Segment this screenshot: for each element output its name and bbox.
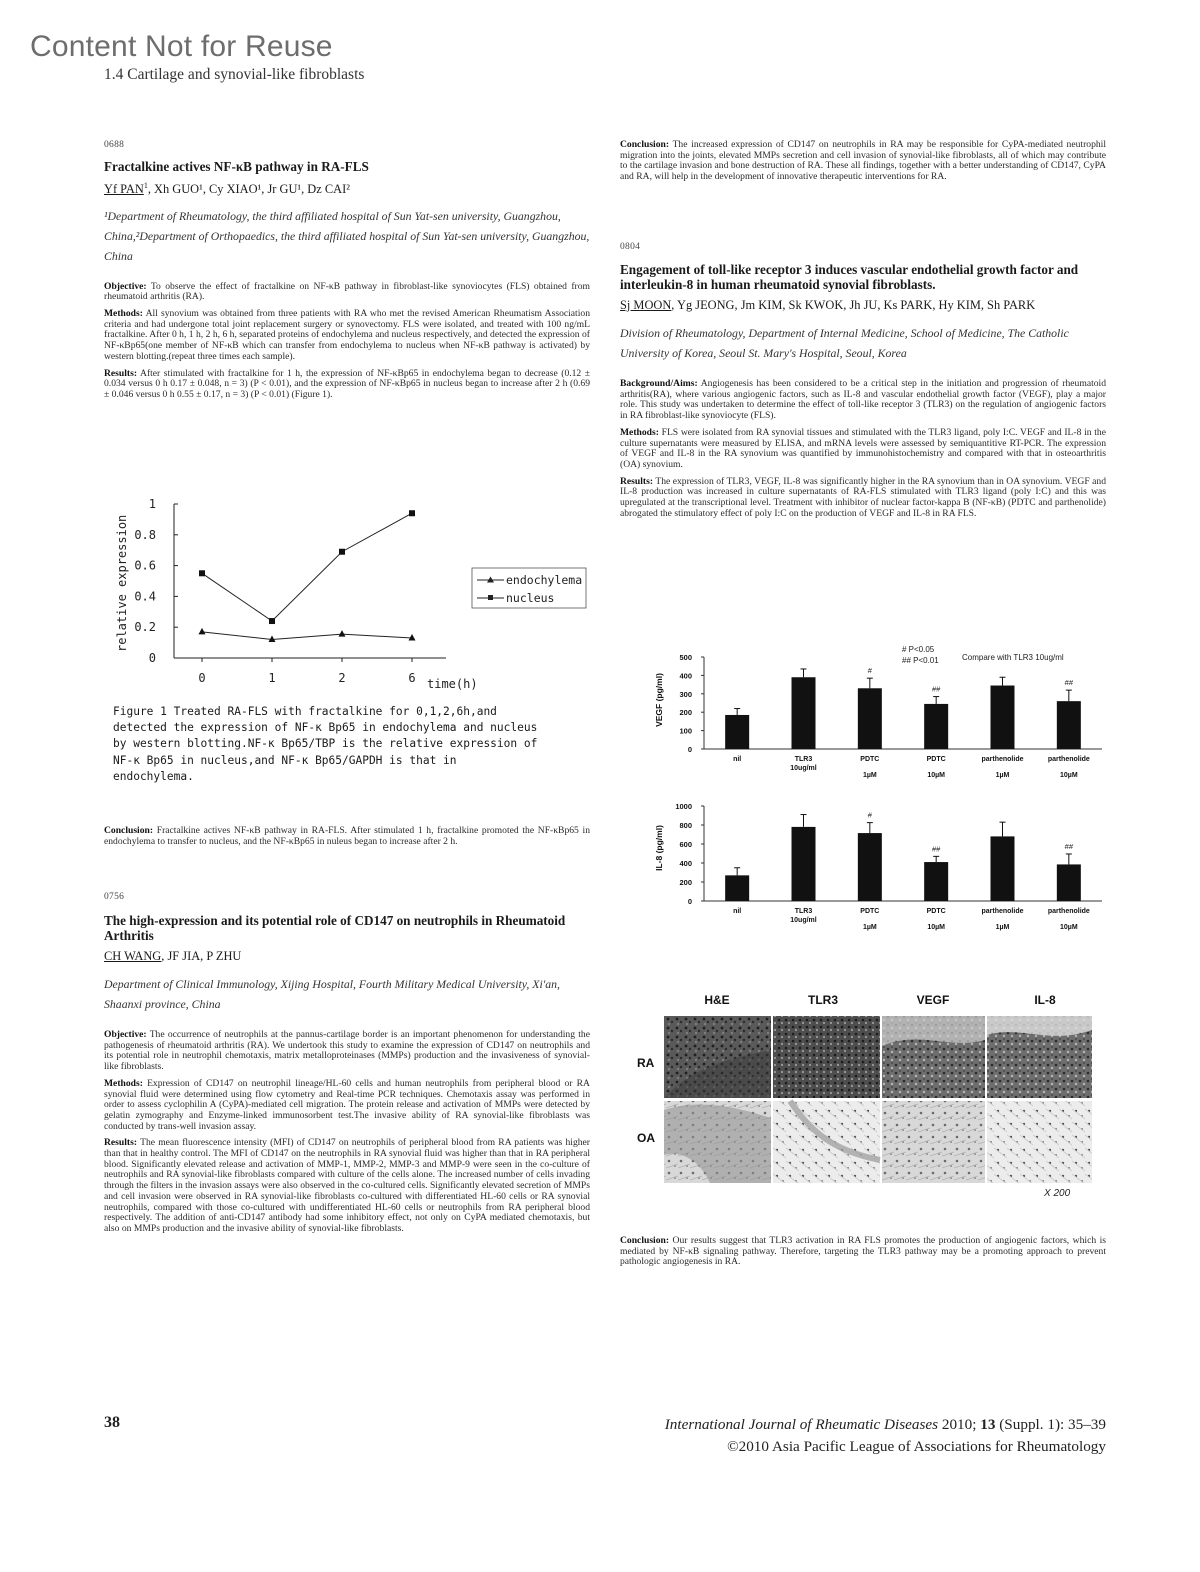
x-tick-label: 1 bbox=[268, 671, 276, 685]
x-tick-label: 0 bbox=[198, 671, 206, 685]
background-label: Background/Aims: bbox=[620, 378, 698, 389]
y-axis-label: VEGF (pg/ml) bbox=[654, 673, 664, 727]
journal-name: International Journal of Rheumatic Diseases bbox=[664, 1416, 939, 1433]
conclusion-label: Conclusion: bbox=[620, 1235, 670, 1246]
abstract-number: 0756 bbox=[104, 892, 125, 902]
significance-marker: ## bbox=[931, 844, 941, 854]
methods-text: Expression of CD147 on neutrophil lineage/HL-60 cells and human neutrophils from peripheral blood or RA synovial fluid were determined using flow cytometry and Real-time PCR techniques. Chemotaxis assay was performed in order to assess cyclophilin A (CyPA)-mediated cell migration. The protein release and activation of MMPs were detected by gelatin zymography and Enzyme-linked immunosorbent test.The invasive ability of RA synovial-like fibroblasts was conducted by trans-well invasion assay. bbox=[104, 1077, 590, 1132]
bar bbox=[1057, 864, 1081, 901]
journal-pages: (Suppl. 1): 35–39 bbox=[995, 1416, 1106, 1433]
bar bbox=[725, 875, 749, 901]
section-title: 1.4 Cartilage and synovial-like fibroblasts bbox=[104, 66, 365, 83]
significance-marker: ## bbox=[1064, 841, 1074, 851]
category-sublabel: 10µM bbox=[927, 924, 945, 931]
category-sublabel: 10ug/ml bbox=[790, 765, 817, 772]
objective-paragraph bbox=[104, 1030, 590, 1073]
significance-marker: ## bbox=[1064, 678, 1074, 688]
category-label: parthenolide bbox=[981, 908, 1024, 915]
legend-note: Compare with TLR3 10ug/ml bbox=[962, 653, 1064, 662]
bar bbox=[792, 827, 816, 901]
journal-line bbox=[665, 1414, 1106, 1436]
bar bbox=[792, 677, 816, 749]
category-label: TLR3 bbox=[794, 756, 813, 763]
presenting-author-affil: 1 bbox=[143, 180, 148, 190]
bar bbox=[924, 704, 948, 749]
abstract-number: 0804 bbox=[620, 242, 641, 252]
other-authors: , Xh GUO¹, Cy XIAO¹, Jr GU¹, Dz CAI² bbox=[147, 181, 350, 196]
background-text: Angiogenesis has been considered to be a critical step in the initiation and progression of rheumatoid arthritis(RA), where various angiogenic factors, such as IL-8 and vascular endothelial growth factor (VEGF), play a major role. This study was undertaken to determine the effect of toll-like receptor 3 (TLR3) on the regulation of angiogenic factors in RA fibroblast-like synoviocyte (FLS). bbox=[620, 378, 1106, 422]
presenting-author: Sj MOON bbox=[620, 298, 672, 312]
copyright: ©2010 Asia Pacific League of Associations for Rheumatology bbox=[727, 1438, 1106, 1455]
significance-marker: ## bbox=[931, 684, 941, 694]
category-sublabel: 1µM bbox=[862, 924, 877, 931]
data-point-nucleus bbox=[339, 549, 345, 555]
category-sublabel: 10ug/ml bbox=[790, 917, 817, 924]
y-tick-label: 0.8 bbox=[134, 527, 156, 542]
col-label-il8: IL-8 bbox=[1034, 993, 1056, 1007]
histology-figure bbox=[630, 990, 1100, 1200]
significance-marker: # bbox=[867, 810, 872, 820]
histology-ra-tlr3-image bbox=[773, 1016, 880, 1098]
methods-paragraph bbox=[620, 428, 1106, 471]
background-paragraph bbox=[620, 379, 1106, 422]
y-tick-label: 0.6 bbox=[134, 558, 156, 573]
results-text: The expression of TLR3, VEGF, IL-8 was significantly higher in the RA synovium than in OA synovium. VEGF and IL-8 production was increased in culture supernatants of RA-FLS stimulated with TLR3 ligand (poly I:C) and this was upregulated at the transcriptional level. Treatment with inhibitor of nuclear factor-kappa B (NF-κB) (PDTC and parthenolide) abrogated the stimulatory effect of poly I:C on the production of VEGF and IL-8 in RA FLS. bbox=[620, 475, 1106, 519]
y-tick-label: 500 bbox=[679, 653, 692, 662]
category-sublabel: 1µM bbox=[995, 772, 1010, 779]
bar bbox=[924, 862, 948, 901]
y-axis-label: IL-8 (pg/ml) bbox=[654, 825, 664, 871]
bar bbox=[725, 715, 749, 749]
results-label: Results: bbox=[104, 1137, 138, 1149]
y-tick-label: 800 bbox=[679, 821, 692, 830]
x-axis-label: time(h) bbox=[427, 677, 478, 691]
objective-text: The occurrence of neutrophils at the pannus-cartilage border is an important phenomenon for understanding the pathogenesis of rheumatoid arthritis (RA). We undertook this study to examine the expression of CD147 on neutrophils and its potential role in neutrophil chemotaxis, matrix metalloproteinases (MMPs) production and the invasiveness of synovial-like fibroblasts. bbox=[104, 1029, 590, 1073]
abstract-0756 bbox=[104, 892, 590, 1235]
legend-p005: # P<0.05 bbox=[902, 645, 935, 654]
y-tick-label: 0.4 bbox=[134, 589, 156, 604]
data-point-nucleus bbox=[409, 510, 415, 516]
presenting-author: Yf PAN bbox=[104, 181, 144, 196]
y-tick-label: 300 bbox=[679, 689, 692, 699]
watermark: Content Not for Reuse bbox=[30, 30, 333, 63]
y-tick-label: 1000 bbox=[675, 802, 692, 811]
affiliation: ¹Department of Rheumatology, the third affiliated hospital of Sun Yat-sen university, Guangzhou, China,²Department of Orthopaedics, the third affiliated hospital of Sun Yat-sen university, Guangzhou, China bbox=[104, 208, 590, 263]
other-authors: , JF JIA, P ZHU bbox=[161, 949, 242, 963]
series-line-endochylema bbox=[202, 632, 412, 640]
methods-paragraph bbox=[104, 1079, 590, 1133]
legend-nucleus-label: nucleus bbox=[506, 591, 555, 605]
objective-text: To observe the effect of fractalkine on NF-κB pathway in fibroblast-like synoviocytes (FLS) obtained from rheumatoid arthritis (RA). bbox=[104, 280, 590, 303]
category-sublabel: 1µM bbox=[862, 772, 877, 779]
conclusion-label: Conclusion: bbox=[104, 825, 154, 836]
data-point-endochylema bbox=[339, 630, 346, 637]
category-label: nil bbox=[733, 756, 742, 763]
page-number: 38 bbox=[104, 1414, 120, 1431]
conclusion-text: The increased expression of CD147 on neutrophils in RA may be responsible for CyPA-mediated neutrophil migration into the joints, elevated MMPs secretion and cell invasion of synovial-like fibroblasts, all of which may contribute to the cartilage invasion and bone destruction of RA. These all findings, together with a better understanding of CD147, CyPA and RA, will help in the development of innovative therapeutic interventions for RA. bbox=[620, 139, 1106, 183]
bar bbox=[858, 688, 882, 749]
methods-label: Methods: bbox=[104, 1077, 143, 1089]
abstract-0804 bbox=[620, 242, 1106, 519]
il8-bar-chart bbox=[640, 796, 1110, 951]
legend-square-marker bbox=[488, 595, 493, 600]
objective-paragraph bbox=[104, 282, 590, 303]
category-label: parthenolide bbox=[981, 756, 1024, 763]
abstract-0756-conclusion bbox=[620, 140, 1106, 183]
histology-oa-vegf-image bbox=[882, 1101, 985, 1183]
abstract-0688 bbox=[104, 140, 590, 401]
y-tick-label: 1 bbox=[148, 497, 156, 511]
presenting-author: CH WANG bbox=[104, 949, 162, 963]
methods-text: FLS were isolated from RA synovial tissues and stimulated with the TLR3 ligand, poly I:C. VEGF and IL-8 in the culture supernatants were measured by ELISA, and mRNA levels were assessed by semiquantitive RT-PCR. The expression of VEGF and IL-8 in the RA synovium was quantified by immunohistochemistry and compared with that in osteoarthritis (OA) synovium. bbox=[620, 426, 1106, 470]
conclusion-paragraph bbox=[104, 826, 590, 847]
other-authors: , Yg JEONG, Jm KIM, Sk KWOK, Jh JU, Ks PARK, Hy KIM, Sh PARK bbox=[671, 298, 1036, 312]
journal-year: 2010; bbox=[938, 1416, 981, 1433]
results-text: After stimulated with fractalkine for 1 h, the expression of NF-κBp65 in endochylema began to decrease (0.12 ± 0.034 versus 0 h 0.17 ± 0.048, n = 3) (P < 0.01), and the expression of NF-κBp65 in nucleus began to increase after 2 h (0.69 ± 0.046 versus 0 h 0.55 ± 0.17, n = 3) (P < 0.01) (Figure 1). bbox=[104, 367, 590, 400]
y-tick-label: 0 bbox=[687, 897, 692, 906]
conclusion-label: Conclusion: bbox=[620, 139, 670, 150]
col-label-tlr3: TLR3 bbox=[808, 993, 838, 1007]
results-paragraph bbox=[104, 1138, 590, 1234]
legend-p001: ## P<0.01 bbox=[902, 656, 939, 665]
x-tick-label: 6 bbox=[408, 671, 416, 685]
conclusion-text: Fractalkine actives NF-κB pathway in RA-FLS. After stimulated 1 h, fractalkine promoted the NF-κBp65 in endochylema to transfer to nucleus, and the NF-κBp65 in nuleus began to increase after 2 h. bbox=[104, 825, 590, 847]
bar bbox=[991, 836, 1015, 901]
series-line-nucleus bbox=[202, 513, 412, 621]
category-label: nil bbox=[733, 908, 742, 915]
affiliation: Division of Rheumatology, Department of Internal Medicine, School of Medicine, The Catholic University of Korea, Seoul St. Mary's Hospital, Seoul, Korea bbox=[620, 326, 1069, 360]
category-label: PDTC bbox=[926, 908, 946, 915]
bar bbox=[1057, 701, 1081, 749]
category-label: parthenolide bbox=[1047, 908, 1090, 915]
chart-legend bbox=[472, 568, 586, 608]
category-label: parthenolide bbox=[1047, 756, 1090, 763]
y-tick-label: 200 bbox=[679, 708, 692, 718]
category-label: PDTC bbox=[926, 756, 946, 763]
y-tick-label: 400 bbox=[679, 859, 692, 868]
row-label-oa: OA bbox=[637, 1131, 655, 1145]
conclusion-paragraph bbox=[620, 140, 1106, 183]
category-sublabel: 1µM bbox=[995, 924, 1010, 931]
significance-legend bbox=[902, 645, 1064, 665]
figure-1-caption: Figure 1 Treated RA-FLS with fractalkine for 0,1,2,6h,and detected the expression of NF-κ Bp65 in endochylema and nucleus by western blotting.NF-κ Bp65/TBP is the relative expression of NF-κ Bp65 in nucleus,and NF-κ Bp65/GAPDH is that in endochylema. bbox=[113, 705, 538, 783]
significance-marker: # bbox=[867, 666, 872, 676]
y-tick-label: 200 bbox=[679, 878, 692, 887]
author-list bbox=[104, 181, 590, 197]
objective-label: Objective: bbox=[104, 1029, 147, 1040]
bar bbox=[858, 833, 882, 901]
affiliation: Department of Clinical Immunology, Xijing Hospital, Fourth Military Medical University, Xi'an, Shaanxi province, China bbox=[104, 977, 560, 1011]
y-tick-label: 0.2 bbox=[134, 620, 156, 635]
y-tick-label: 100 bbox=[679, 726, 692, 736]
abstract-title: The high-expression and its potential role of CD147 on neutrophils in Rheumatoid Arthritis bbox=[104, 913, 566, 943]
conclusion-text: Our results suggest that TLR3 activation in RA FLS promotes the production of angiogenic factors, which is mediated by NF-κB signaling pathway. Therefore, targeting the TLR3 pathway may be a promoting approach to prevent pathologic angiogenesis in RA. bbox=[620, 1235, 1106, 1268]
row-label-ra: RA bbox=[637, 1056, 655, 1070]
author-list bbox=[104, 949, 590, 964]
objective-label: Objective: bbox=[104, 280, 147, 292]
x-tick-label: 2 bbox=[338, 671, 346, 685]
col-label-he: H&E bbox=[704, 993, 730, 1007]
figure-1-line-chart bbox=[104, 490, 590, 700]
data-point-nucleus bbox=[269, 618, 275, 624]
y-tick-label: 0 bbox=[687, 745, 692, 754]
results-paragraph bbox=[620, 477, 1106, 520]
y-tick-label: 400 bbox=[679, 671, 692, 681]
data-point-endochylema bbox=[409, 634, 416, 641]
abstract-0804-conclusion bbox=[620, 1236, 1106, 1268]
data-point-endochylema bbox=[199, 628, 206, 635]
journal-volume: 13 bbox=[980, 1416, 996, 1433]
methods-text: All synovium was obtained from three patients with RA who met the revised American Rheumatism Association criteria and had undergone total joint replacement surgery or synovectomy. FLS were isolated, and treated with 100 ng/mL fractalkine. After 0 h, 1 h, 2 h, 6 h, separated proteins of endochylema and nucleus respectively, and detected the expression of NF-κBp65(one member of NF-κB which can transfer from endochylema to nucleus when NF-κB pathway is activated) by western blotting.(repeat three times each sample). bbox=[104, 308, 590, 362]
legend-endochylema-label: endochylema bbox=[506, 573, 583, 587]
methods-label: Methods: bbox=[104, 308, 143, 320]
results-text: The mean fluorescence intensity (MFI) of CD147 on neutrophils of peripheral blood from RA patients was higher than that in healthy control. The MFI of CD147 on the neutrophils in RA synovial fluid was higher than that in RA peripheral blood. Significantly elevated release and activation of MMP-1, MMP-2, MMP-3 and MMP-9 were seen in the co-culture of neutrophils and RA synovial-like fibroblasts compared with culture of the cells alone. The increased number of cells invading through the filters in the invasion assays were also observed in the co-cultured cells. Significantly elevated secretion of MMPs and cell invasion were observed in RA synovial-like fibroblasts co-cultured with differentiated HL-60 cells or RA synovial neutrophils, compared with those co-cultured with undifferentiated HL-60 cells or neutrophils from RA peripheral blood respectively. The addition of anti-CD147 antibody had some inhibitory effect, not only on CyPA mediated chemotaxis, but also on MMPs production and the invasive ability of synovial-like fibroblasts. bbox=[104, 1137, 590, 1234]
category-label: PDTC bbox=[860, 908, 880, 915]
histology-oa-il8-image bbox=[987, 1101, 1092, 1183]
y-axis-label: relative expression bbox=[115, 514, 129, 652]
vegf-bar-chart bbox=[640, 640, 1110, 800]
category-label: PDTC bbox=[860, 756, 880, 763]
journal-citation bbox=[665, 1414, 1106, 1458]
data-point-nucleus bbox=[199, 570, 205, 576]
category-sublabel: 10µM bbox=[1060, 924, 1078, 931]
results-label: Results: bbox=[620, 475, 654, 487]
results-label: Results: bbox=[104, 367, 138, 379]
abstract-number: 0688 bbox=[104, 140, 125, 150]
category-sublabel: 10µM bbox=[927, 772, 945, 779]
author-list bbox=[620, 298, 1106, 313]
col-label-vegf: VEGF bbox=[916, 993, 950, 1007]
abstract-title: Engagement of toll-like receptor 3 induces vascular endothelial growth factor and interleukin-8 in human rheumatoid synovial fibroblasts. bbox=[620, 262, 1079, 292]
methods-paragraph bbox=[104, 309, 590, 363]
y-tick-label: 0 bbox=[148, 651, 156, 665]
abstract-0688-conclusion bbox=[104, 826, 590, 847]
y-tick-label: 600 bbox=[679, 840, 692, 849]
category-sublabel: 10µM bbox=[1060, 772, 1078, 779]
results-paragraph bbox=[104, 369, 590, 401]
magnification-label: X 200 bbox=[1044, 1188, 1071, 1199]
bar bbox=[991, 686, 1015, 749]
conclusion-paragraph bbox=[620, 1236, 1106, 1268]
category-label: TLR3 bbox=[794, 908, 813, 915]
methods-label: Methods: bbox=[620, 426, 659, 438]
abstract-title: Fractalkine actives NF-κB pathway in RA-FLS bbox=[104, 159, 369, 174]
